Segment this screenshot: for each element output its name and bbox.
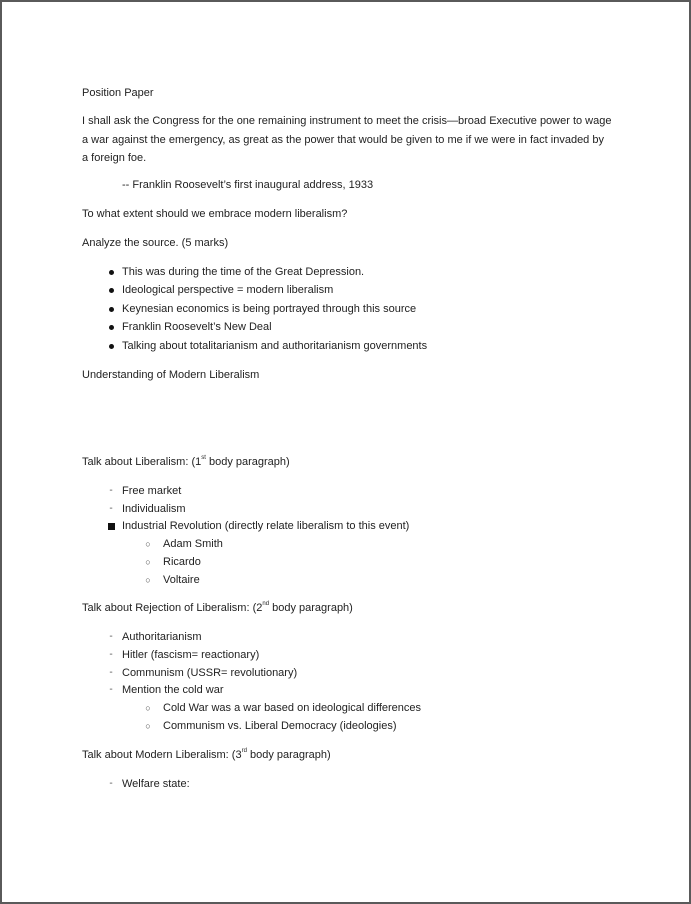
circle-bullet-icon: ○ [145, 557, 151, 567]
list-item: Authoritarianism [122, 631, 202, 643]
list-item: Cold War was a war based on ideological differences [163, 702, 422, 714]
list-item: Mention the cold war [122, 684, 224, 696]
dash-bullet-icon: - [109, 684, 113, 695]
list-item: Talking about totalitarianism and authoritarianism governments [122, 340, 428, 352]
bullet-dot-icon [104, 281, 118, 299]
document-title: Position Paper [82, 87, 154, 99]
list-item: Voltaire [163, 574, 200, 586]
dash-bullet-icon: - [109, 778, 113, 789]
bullet-dot-icon [104, 263, 118, 281]
list-item: Ricardo [163, 556, 201, 568]
quote-attribution: -- Franklin Roosevelt’s first inaugural address, 1933 [122, 179, 374, 191]
bullet-dot-icon [104, 318, 118, 336]
circle-bullet-icon: ○ [145, 575, 151, 585]
circle-bullet-icon: ○ [145, 539, 151, 549]
dash-bullet-icon: - [109, 485, 113, 496]
bullet-dot-icon [104, 337, 118, 355]
dash-bullet-icon: - [109, 667, 113, 678]
list-item: Hitler (fascism= reactionary) [122, 649, 260, 661]
list-item: Keynesian economics is being portrayed through this source [122, 303, 417, 315]
list-item: Individualism [122, 503, 186, 515]
list-item: Communism vs. Liberal Democracy (ideologies) [163, 720, 397, 732]
list-item: Ideological perspective = modern liberalism [122, 284, 334, 296]
dash-bullet-icon: - [109, 649, 113, 660]
dash-bullet-icon: - [109, 503, 113, 514]
understanding-heading: Understanding of Modern Liberalism [82, 369, 260, 381]
list-item: Communism (USSR= revolutionary) [122, 667, 298, 679]
list-item: Welfare state: [122, 778, 190, 790]
list-item: Franklin Roosevelt’s New Deal [122, 321, 272, 333]
question-line: To what extent should we embrace modern liberalism? [82, 208, 348, 220]
circle-bullet-icon: ○ [145, 703, 151, 713]
dash-bullet-icon: - [109, 631, 113, 642]
list-item: Free market [122, 485, 182, 497]
section1-heading: Talk about Liberalism: (1st body paragraph) [82, 455, 290, 468]
list-item: Industrial Revolution (directly relate liberalism to this event) [122, 520, 410, 532]
bullet-dot-icon [104, 300, 118, 318]
section3-heading: Talk about Modern Liberalism: (3rd body paragraph) [82, 748, 331, 761]
list-item: This was during the time of the Great Depression. [122, 266, 365, 278]
analyze-line: Analyze the source. (5 marks) [82, 237, 229, 249]
circle-bullet-icon: ○ [145, 721, 151, 731]
quote-paragraph: I shall ask the Congress for the one remaining instrument to meet the crisis—broad Executive power to wage a war against the emergency, as great as the power that would be given to me if we were in fact invaded by a foreign foe. [82, 115, 612, 164]
section2-heading: Talk about Rejection of Liberalism: (2nd body paragraph) [82, 601, 353, 614]
list-item: Adam Smith [163, 538, 223, 550]
square-bullet-icon [104, 517, 118, 535]
